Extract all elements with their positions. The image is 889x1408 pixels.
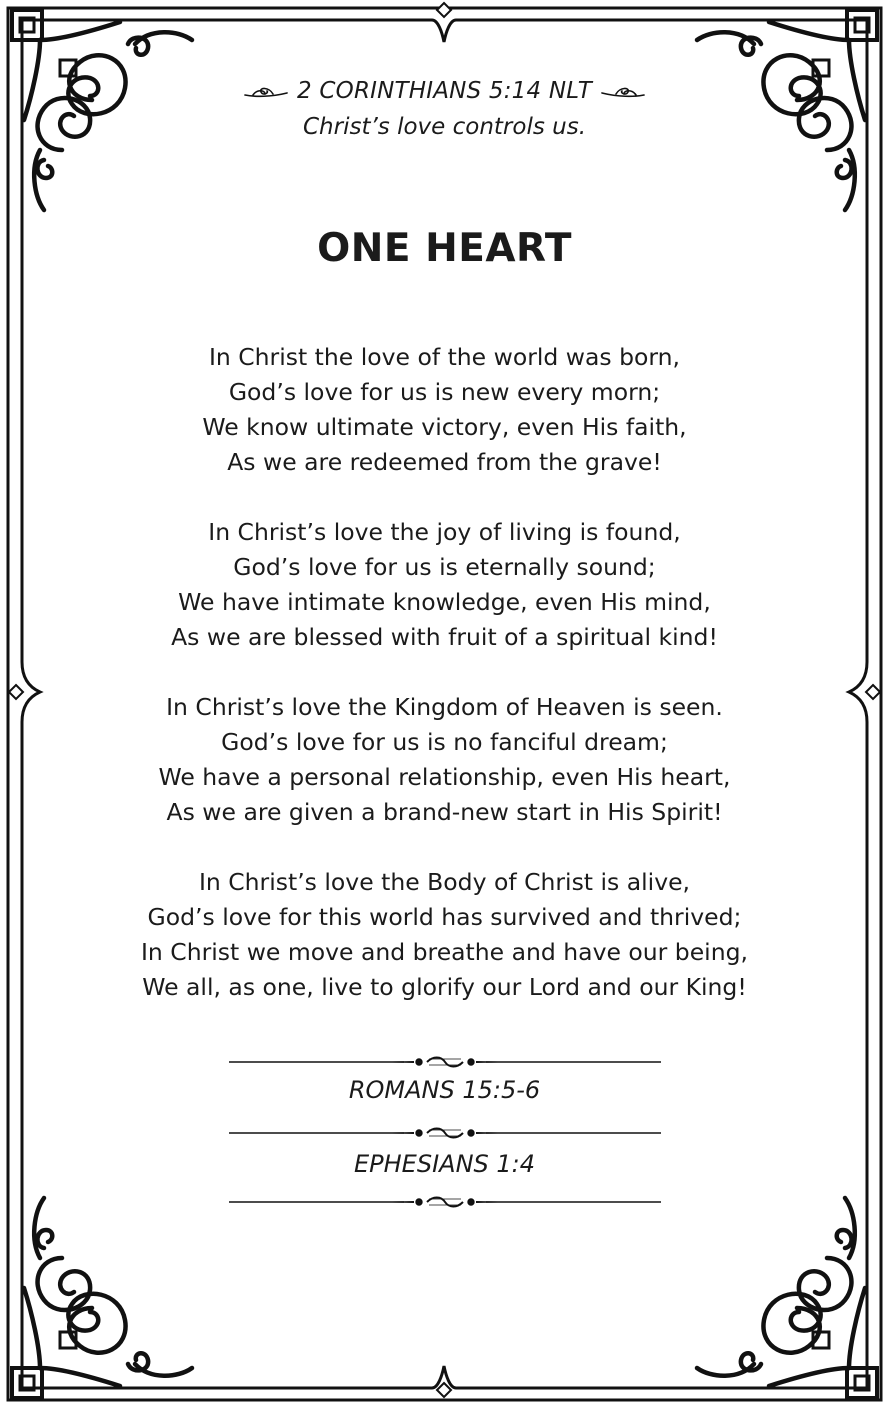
- poem-title: ONE HEART: [317, 226, 572, 271]
- reference-romans: ROMANS 15:5-6: [348, 1076, 541, 1104]
- flourish-left-icon: [243, 85, 289, 99]
- poem-line: As we are given a brand-new start in His Spirit!: [166, 798, 723, 826]
- poem-line: We know ultimate victory, even His faith,: [202, 413, 687, 441]
- scripture-quote: Christ’s love controls us.: [302, 114, 587, 140]
- poem-line: In Christ’s love the Kingdom of Heaven is seen.: [166, 693, 723, 721]
- poem-line: God’s love for us is no fanciful dream;: [221, 728, 668, 756]
- divider-top: [229, 1055, 661, 1069]
- poem-line: We all, as one, live to glorify our Lord and our King!: [142, 973, 747, 1001]
- flourish-right-icon: [600, 85, 646, 99]
- poem-line: We have intimate knowledge, even His mind,: [178, 588, 711, 616]
- poem-line: God’s love for us is eternally sound;: [233, 553, 656, 581]
- stanza-4: [0, 865, 889, 1005]
- reference-ephesians: EPHESIANS 1:4: [353, 1150, 536, 1178]
- poem-line: In Christ we move and breathe and have our being,: [140, 938, 748, 966]
- scripture-reference-text: 2 CORINTHIANS 5:14 NLT: [297, 78, 592, 104]
- poem-line: God’s love for us is new every morn;: [228, 378, 661, 406]
- stanza-2: [0, 515, 889, 655]
- poem-line: God’s love for this world has survived and thrived;: [147, 903, 742, 931]
- divider-middle: [229, 1126, 661, 1140]
- poem-line: In Christ the love of the world was born,: [208, 343, 681, 371]
- poem-line: We have a personal relationship, even His heart,: [158, 763, 731, 791]
- poem-body: [0, 340, 889, 1040]
- poem-line: In Christ’s love the joy of living is found,: [208, 518, 681, 546]
- poem-line: In Christ’s love the Body of Christ is alive,: [198, 868, 691, 896]
- scripture-reference: [0, 78, 889, 104]
- divider-bottom: [229, 1195, 661, 1209]
- poem-line: As we are redeemed from the grave!: [227, 448, 662, 476]
- poem-line: As we are blessed with fruit of a spiritual kind!: [171, 623, 718, 651]
- stanza-3: [0, 690, 889, 830]
- stanza-1: [0, 340, 889, 480]
